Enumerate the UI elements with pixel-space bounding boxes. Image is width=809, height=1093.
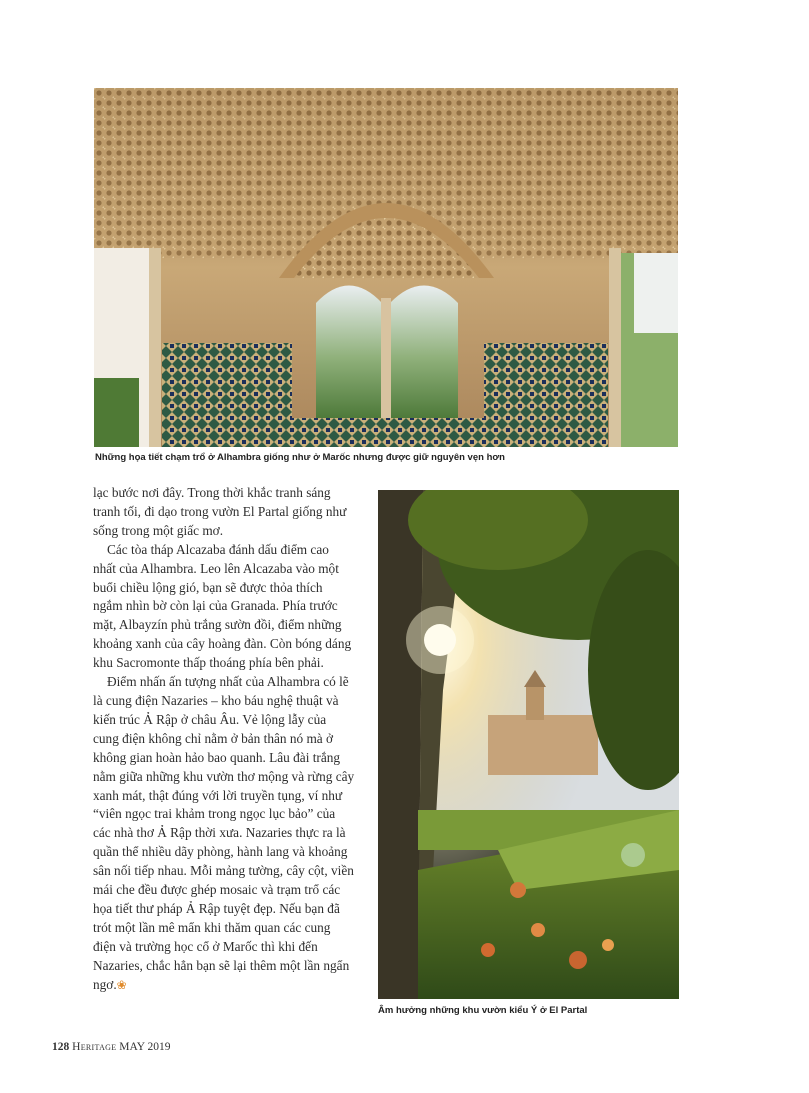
top-photo-caption: Những họa tiết chạm trổ ở Alhambra giống như ở Marốc nhưng được giữ nguyên vẹn hơn bbox=[95, 452, 505, 463]
paragraph-2: Các tòa tháp Alcazaba đánh dấu điểm cao nhất của Alhambra. Leo lên Alcazaba vào một buổi chiều lộng gió, bạn sẽ được thỏa thích ngắm nhìn bờ còn lại của Granada. Phía trước mặt, Albayzín phủ trắng sườn đồi, điểm những khoảng xanh của cây hoàng đàn. Còn bóng dáng khu Sacromonte thấp thoáng phía bên phải. bbox=[93, 541, 352, 671]
alhambra-arches-photo bbox=[94, 88, 678, 447]
issue-date: MAY 2019 bbox=[119, 1041, 171, 1053]
paragraph-3 bbox=[93, 673, 355, 994]
lotus-icon: ❀ bbox=[116, 977, 127, 992]
page-number: 128 bbox=[52, 1041, 70, 1053]
paragraph-1: lạc bước nơi đây. Trong thời khắc tranh sáng tranh tối, đi dạo trong vườn El Partal giống như sống trong một giấc mơ. bbox=[93, 485, 347, 538]
paragraph-3-text: Điểm nhấn ấn tượng nhất của Alhambra có lẽ là cung điện Nazaries – kho báu nghệ thuật và kiến trúc Ả Rập ở châu Âu. Vẻ lộng lẫy của cung điện không chỉ nằm ở bản thân nó mà ở không gian hoàn hảo bao quanh. Lâu đài trắng nằm giữa những khu vườn thơ mộng và rừng cây xanh mát, thật đúng với lời truyền tụng, ví như “viên ngọc trai khảm trong ngọc lục bảo” của các nhà thơ Ả Rập thời xưa. Nazaries thực ra là quần thể nhiều dãy phòng, hành lang và khoảng sân nối tiếp nhau. Mỗi mảng tường, cây cột, viền mái che đều được ghép mosaic và trạm trổ các họa tiết thư pháp Ả Rập tuyệt đẹp. Nếu bạn đã trót một lần mê mẩn khi thăm quan các cung điện và trường học cổ ở Marốc thì khi đến Nazaries, chắc hẳn bạn sẽ lại thêm một lần ngẩn ngơ. bbox=[93, 674, 355, 992]
side-photo-caption: Âm hưởng những khu vườn kiểu Ý ở El Partal bbox=[378, 1005, 588, 1016]
magazine-name: Heritage bbox=[72, 1041, 117, 1053]
article-body bbox=[93, 484, 355, 994]
el-partal-garden-photo bbox=[378, 490, 679, 999]
page-footer bbox=[52, 1041, 171, 1053]
